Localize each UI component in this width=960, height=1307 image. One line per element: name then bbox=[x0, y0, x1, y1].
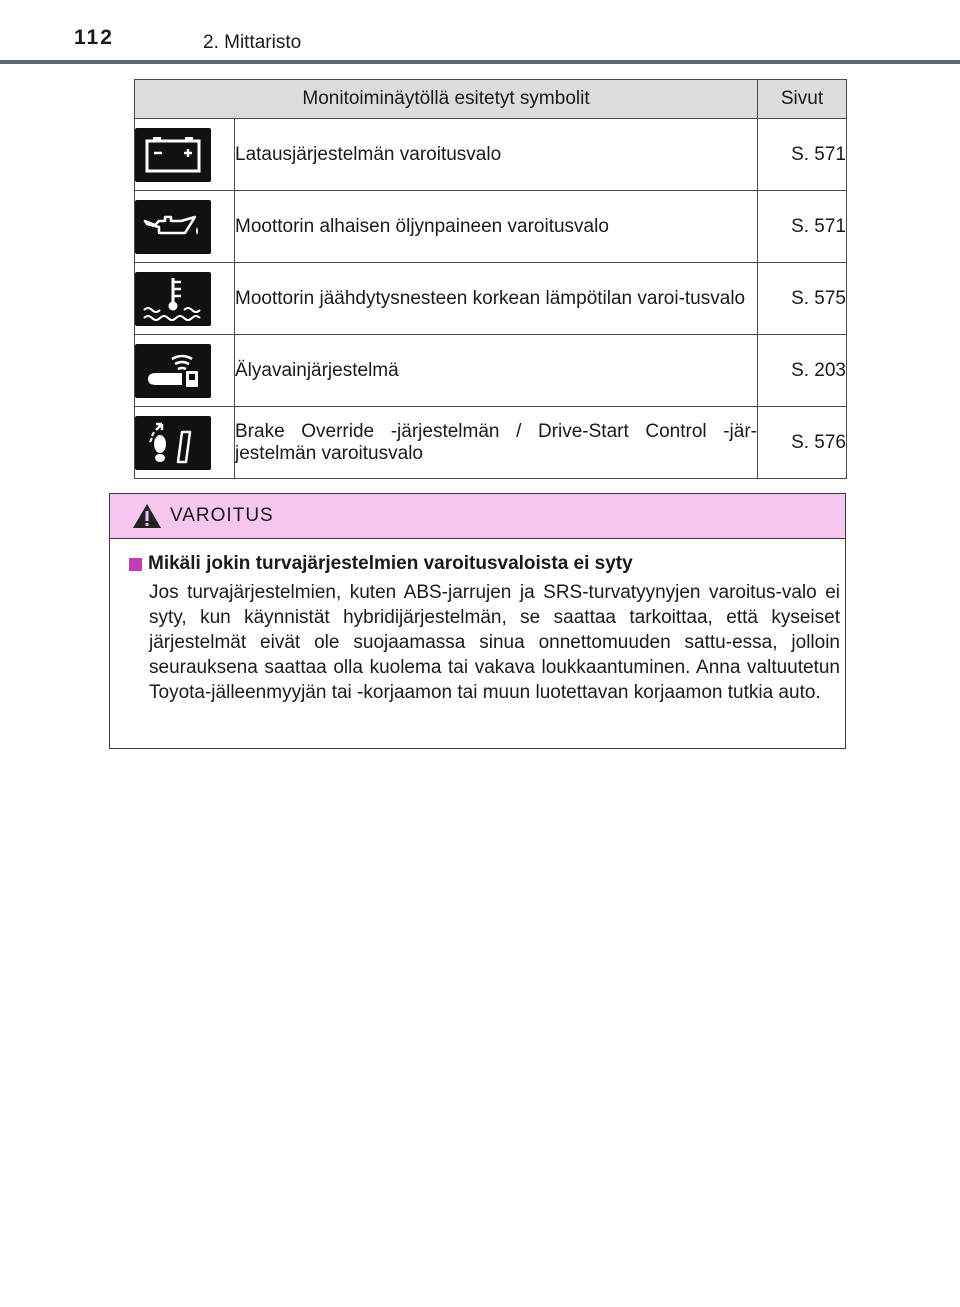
warning-paragraph: Jos turvajärjestelmien, kuten ABS-jarrujen ja SRS-turvatyynyjen varoitus-valo ei syty, kun käynnistät hybridijärjestelmän, se saattaa tarkoittaa, että kyseiset järjestelmät eivät ole suojaamassa sinua onnettomuuden sattu-essa, jolloin seurauksena saattaa olla kuolema tai vakava loukkaantuminen. Anna valtuutetun Toyota-jälleenmyyjän tai -korjaamon tai muun luotettavan korjaamon tutkia auto. bbox=[149, 582, 840, 703]
brake-override-icon bbox=[135, 416, 211, 470]
warning-subheading bbox=[125, 553, 830, 575]
column-header-symbols: Monitoiminäytöllä esitetyt symbolit bbox=[135, 80, 758, 119]
warning-title: VAROITUS bbox=[170, 505, 274, 526]
table-row bbox=[135, 119, 847, 191]
chapter-title: 2. Mittaristo bbox=[203, 32, 302, 53]
table-cell-page: S. 571 bbox=[758, 191, 847, 263]
oil-can-icon bbox=[135, 200, 211, 254]
page-header bbox=[0, 0, 960, 70]
page-number: 112 bbox=[74, 26, 114, 49]
table-cell-description: Moottorin alhaisen öljynpaineen varoitusvalo bbox=[235, 191, 758, 263]
table-cell-description: Älyavainjärjestelmä bbox=[235, 335, 758, 407]
table-cell-page: S. 575 bbox=[758, 263, 847, 335]
table-row bbox=[135, 263, 847, 335]
warning-body bbox=[110, 539, 845, 705]
table-cell-description: Brake Override -järjestelmän / Drive-Start Control -jär-jestelmän varoitusvalo bbox=[235, 407, 758, 479]
column-header-pages: Sivut bbox=[758, 80, 847, 119]
table-cell-page: S. 576 bbox=[758, 407, 847, 479]
table-cell-description: Latausjärjestelmän varoitusvalo bbox=[235, 119, 758, 191]
bullet-square-icon bbox=[129, 558, 142, 571]
table-row bbox=[135, 191, 847, 263]
header-divider bbox=[0, 60, 960, 64]
table-row bbox=[135, 407, 847, 479]
table-cell-page: S. 571 bbox=[758, 119, 847, 191]
table-header-row bbox=[135, 80, 847, 119]
table-cell-page: S. 203 bbox=[758, 335, 847, 407]
smart-key-icon bbox=[135, 344, 211, 398]
warning-header bbox=[110, 494, 845, 539]
table-row bbox=[135, 335, 847, 407]
warning-box bbox=[109, 493, 846, 749]
coolant-temperature-icon bbox=[135, 272, 211, 326]
warning-subheading-text: Mikäli jokin turvajärjestelmien varoitusvaloista ei syty bbox=[148, 553, 633, 574]
table-cell-description: Moottorin jäähdytysnesteen korkean lämpötilan varoi-tusvalo bbox=[235, 263, 758, 335]
symbol-table bbox=[134, 79, 847, 479]
battery-icon bbox=[135, 128, 211, 182]
warning-triangle-icon bbox=[132, 503, 162, 529]
